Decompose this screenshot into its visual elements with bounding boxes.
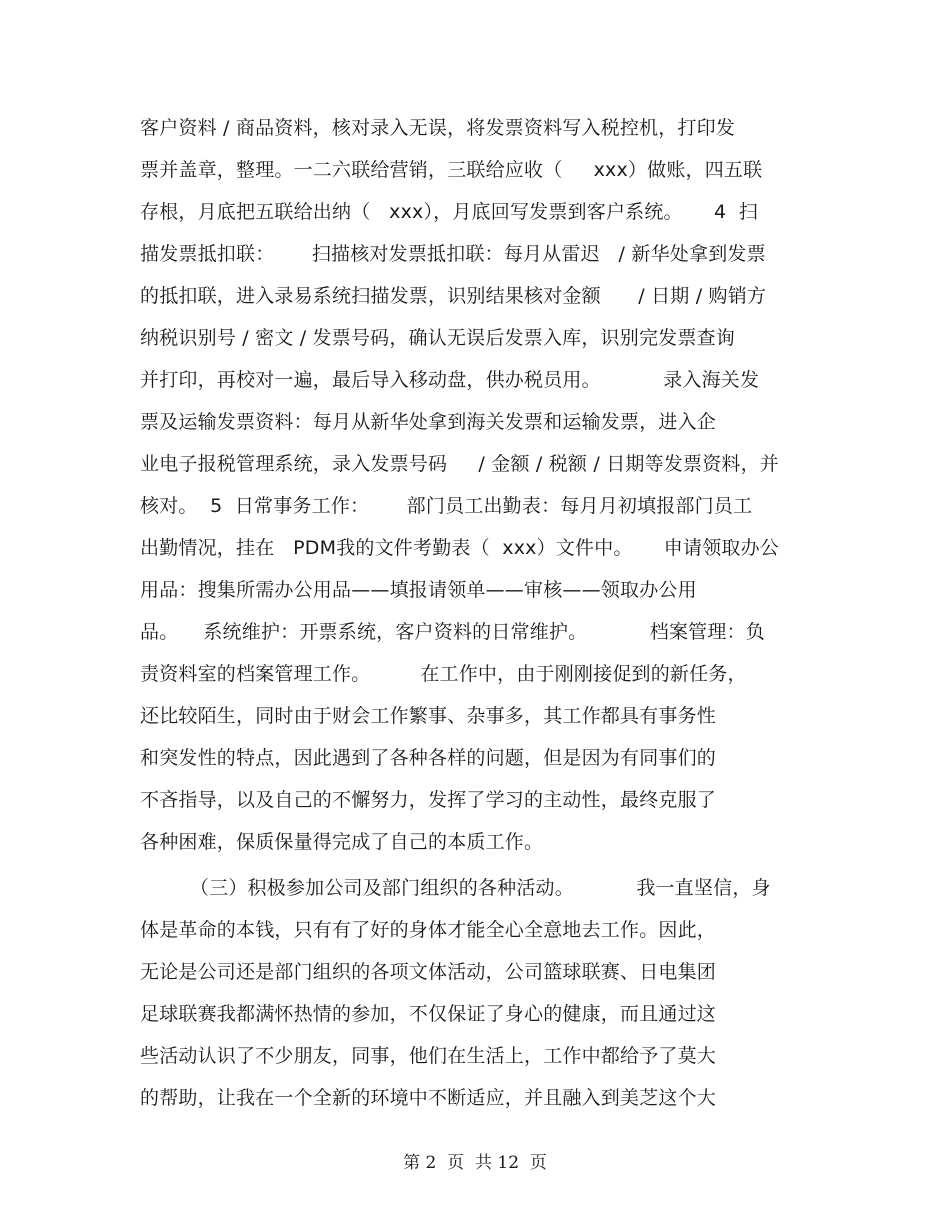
text-line: 出勤情况，挂在 PDM我的文件考勤表（ xxx）文件中。 申请领取办公 <box>140 537 780 559</box>
text-line: 客户资料 / 商品资料，核对录入无误，将发票资料写入税控机，打印发 <box>140 117 736 139</box>
text-line: 票及运输发票资料：每月从新华处拿到海关发票和运输发票，进入企 <box>140 411 717 433</box>
text-line: 责资料室的档案管理工作。 在工作中，由于刚刚接促到的新任务， <box>140 663 747 685</box>
text-line: 业电子报税管理系统，录入发票号码 / 金额 / 税额 / 日期等发票资料，并 <box>140 453 780 475</box>
text-line: 和突发性的特点，因此遇到了各种各样的问题，但是因为有同事们的 <box>140 747 717 769</box>
text-line: 不吝指导，以及自己的不懈努力，发挥了学习的主动性，最终克服了 <box>140 789 717 811</box>
text-line: 体是革命的本钱，只有有了好的身体才能全心全意地去工作。因此， <box>140 919 717 941</box>
text-line: 存根，月底把五联给出纳（ xxx），月底回写发票到客户系统。 4 扫 <box>140 201 758 223</box>
text-line: 还比较陌生，同时由于财会工作繁事、杂事多，其工作都具有事务性 <box>140 705 717 727</box>
text-line: 纳税识别号 / 密文 / 发票号码，确认无误后发票入库，识别完发票查询 <box>140 327 735 349</box>
text-line: 足球联赛我都满怀热情的参加，不仅保证了身心的健康，而且通过这 <box>140 1003 717 1025</box>
page-footer: 第 2 页 共 12 页 <box>403 1153 547 1173</box>
text-line: 品。 系统维护：开票系统，客户资料的日常维护。 档案管理：负 <box>140 621 765 643</box>
text-line: 无论是公司还是部门组织的各项文体活动，公司篮球联赛、日电集团 <box>140 961 717 983</box>
text-line: 核对。 5 日常事务工作： 部门员工出勤表：每月月初填报部门员工 <box>140 495 753 517</box>
text-line: 各种困难，保质保量得完成了自己的本质工作。 <box>140 831 544 853</box>
text-line: 描发票抵扣联： 扫描核对发票抵扣联：每月从雷迟 / 新华处拿到发票 <box>140 243 766 265</box>
text-line: 的帮助，让我在一个全新的环境中不断适应，并且融入到美芝这个大 <box>140 1087 717 1109</box>
text-line: 些活动认识了不少朋友，同事，他们在生活上，工作中都给予了莫大 <box>140 1045 717 1067</box>
text-line: 并打印，再校对一遍，最后导入移动盘，供办税员用。 录入海关发 <box>140 369 760 391</box>
text-line: 票并盖章，整理。一二六联给营销，三联给应收（ xxx）做账，四五联 <box>140 159 763 181</box>
text-line: （三）积极参加公司及部门组织的各种活动。 我一直坚信，身 <box>140 877 771 899</box>
text-line: 的抵扣联，进入录易系统扫描发票，识别结果核对金额 / 日期 / 购销方 <box>140 285 767 307</box>
text-line: 用品：搜集所需办公用品——填报请领单——审核——领取办公用 <box>140 579 697 601</box>
